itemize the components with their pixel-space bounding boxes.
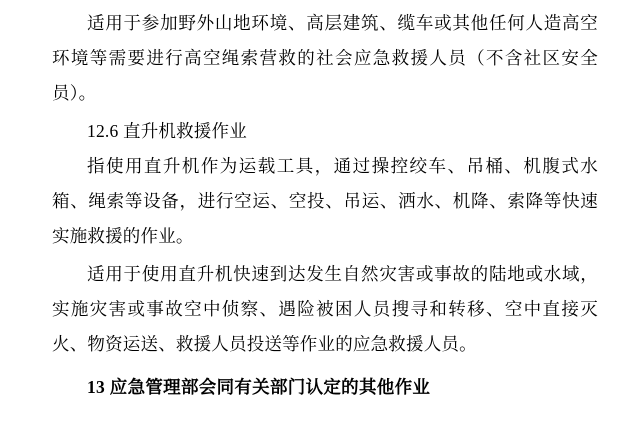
paragraph-helicopter-applicability: 适用于使用直升机快速到达发生自然灾害或事故的陆地或水域，实施灾害或事故空中侦察、遇险被困人员搜寻和转移、空中直接灭火、物资运送、救援人员投送等作业的应急救援人员。 <box>52 264 598 354</box>
paragraph-helicopter-definition: 指使用直升机作为运载工具，通过操控绞车、吊桶、机腹式水箱、绳索等设备，进行空运、空投、吊运、洒水、机降、索降等快速实施救援的作业。 <box>52 156 598 246</box>
section-spacer <box>52 362 598 370</box>
subheading-12-6: 12.6 直升机救援作业 <box>87 121 247 141</box>
paragraph-scope-rope-rescue: 适用于参加野外山地环境、高层建筑、缆车或其他任何人造高空环境等需要进行高空绳索营救的社会应急救援人员（不含社区安全员）。 <box>52 13 598 103</box>
heading-section-13: 13 应急管理部会同有关部门认定的其他作业 <box>87 377 431 397</box>
